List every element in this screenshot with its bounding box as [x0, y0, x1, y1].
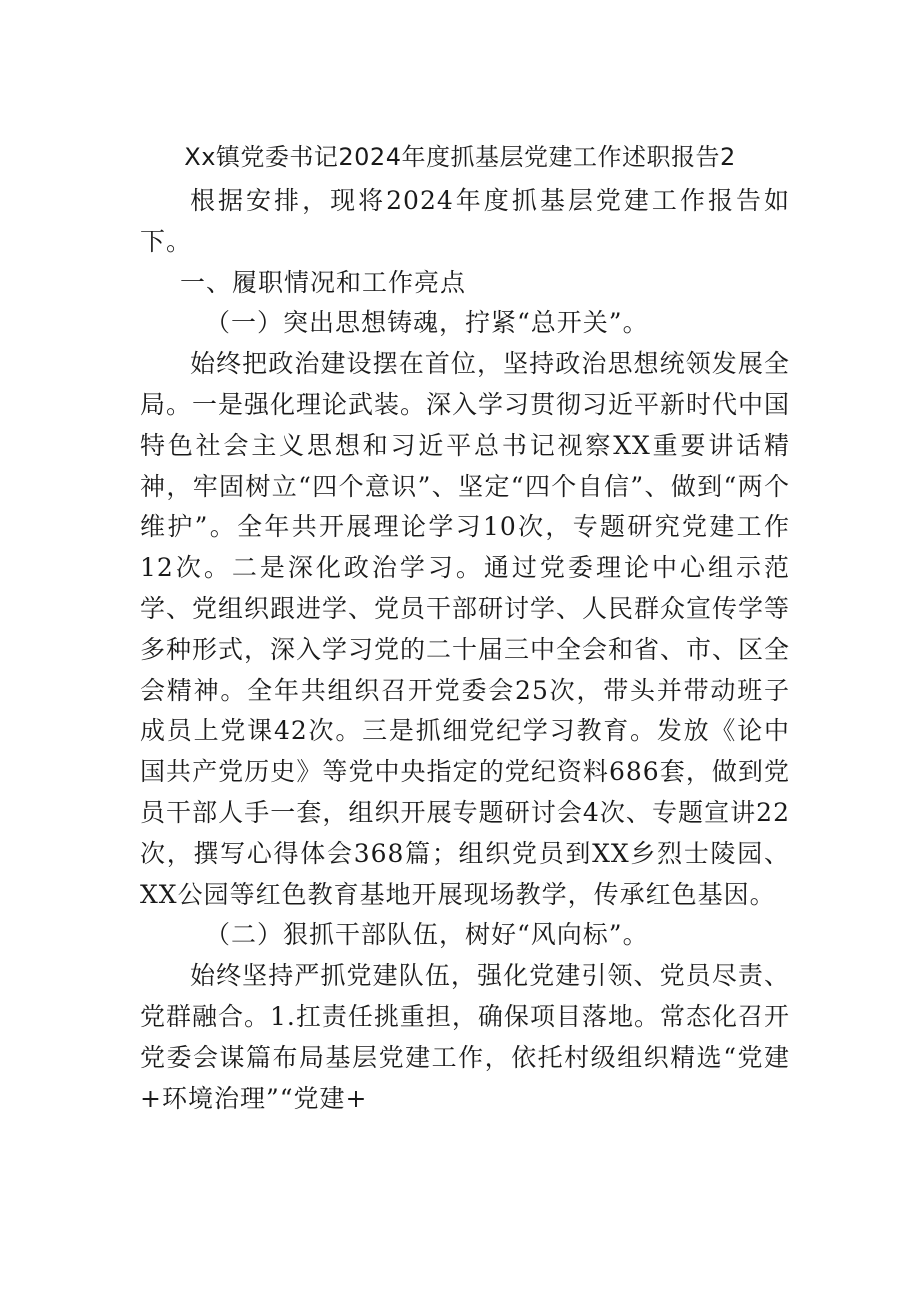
- body-paragraph-2: 始终坚持严抓党建队伍，强化党建引领、党员尽责、党群融合。1.扛责任挑重担，确保项目落地。常态化召开党委会谋篇布局基层党建工作，依托村级组织精选“党建+环境治理”“党建+: [140, 961, 790, 1113]
- intro-paragraph: 根据安排，现将2024年度抓基层党建工作报告如下。: [140, 186, 790, 256]
- subsection-heading-2: （二）狠抓干部队伍，树好“风向标”。: [205, 920, 649, 950]
- body-paragraph-1: 始终把政治建设摆在首位，坚持政治思想统领发展全局。一是强化理论武装。深入学习贯彻习近平新时代中国特色社会主义思想和习近平总书记视察XX重要讲话精神，牢固树立“四个意识”、坚定“四个自信”、做到“两个维护”。全年共开展理论学习10次，专题研究党建工作12次。二是深化政治学习。通过党委理论中心组示范学、党组织跟进学、党员干部研讨学、人民群众宣传学等多种形式，深入学习党的二十届三中全会和省、市、区全会精神。全年共组织召开党委会25次，带头并带动班子成员上党课42次。三是抓细党纪学习教育。发放《论中国共产党历史》等党中央指定的党纪资料686套，做到党员干部人手一套，组织开展专题研讨会4次、专题宣讲22次，撰写心得体会368篇；组织党员到XX乡烈士陵园、XX公园等红色教育基地开展现场教学，传承红色基因。: [140, 349, 791, 909]
- section-heading-1: 一、履职情况和工作亮点: [180, 267, 467, 297]
- subsection-heading-1: （一）突出思想铸魂，拧紧“总开关”。: [205, 308, 649, 338]
- document-body: [140, 181, 790, 1119]
- document-title: Xx镇党委书记2024年度抓基层党建工作述职报告2: [184, 143, 736, 171]
